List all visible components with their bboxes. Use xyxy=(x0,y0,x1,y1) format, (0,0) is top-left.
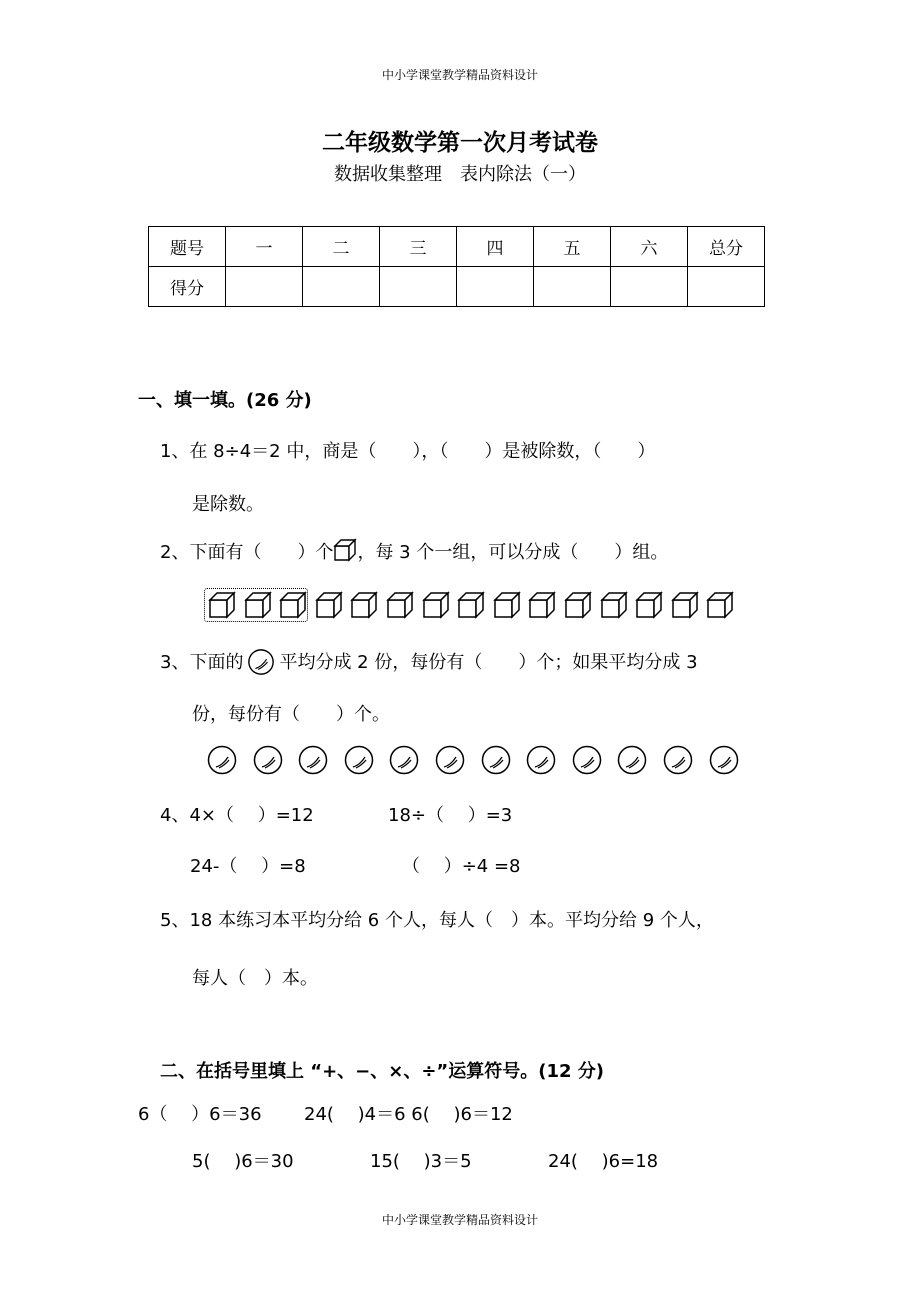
cube-icon xyxy=(208,591,236,619)
page-subtitle: 数据收集整理 表内除法（一） xyxy=(334,164,586,185)
score-cell: 六 xyxy=(611,227,688,267)
score-cell: 二 xyxy=(303,227,380,267)
score-cell: 总分 xyxy=(688,227,765,267)
cube-icon xyxy=(706,591,734,619)
q4-a: 4、4×（ ）=12 xyxy=(160,805,314,826)
cube-icon xyxy=(422,591,450,619)
q4-c: 24-（ ）=8 xyxy=(190,856,306,877)
ball-icon xyxy=(344,745,374,775)
q3-text-post: 平均分成 2 份，每份有（ ）个；如果平均分成 3 xyxy=(279,652,698,673)
ball-icon xyxy=(709,745,739,775)
cube-icon xyxy=(315,591,343,619)
ball-icon xyxy=(617,745,647,775)
cube-icon xyxy=(279,591,307,619)
score-table-header-row xyxy=(149,227,765,267)
score-cell: 一 xyxy=(226,227,303,267)
cube-icon xyxy=(600,591,628,619)
score-table xyxy=(148,226,765,307)
cube-icon xyxy=(350,591,378,619)
section2-heading: 二、在括号里填上 “+、−、×、÷”运算符号。(12 分) xyxy=(160,1061,605,1082)
score-input-cell[interactable] xyxy=(226,267,303,307)
ball-icon xyxy=(298,745,328,775)
q1-line1: 1、在 8÷4＝2 中，商是（ ），（ ）是被除数，（ ） xyxy=(160,441,656,462)
q5-line2: 每人（ ）本。 xyxy=(192,968,318,989)
cube-icon xyxy=(635,591,663,619)
score-table-score-row xyxy=(149,267,765,307)
s2-item: 24( )6=18 xyxy=(548,1151,659,1172)
ball-icon xyxy=(207,745,237,775)
ball-icon xyxy=(481,745,511,775)
q3-line1 xyxy=(160,648,698,676)
q2-text-post: ，每 3 个一组，可以分成（ ）组。 xyxy=(357,542,669,563)
ball-icon xyxy=(526,745,556,775)
page-footer: 中小学课堂教学精品资料设计 xyxy=(381,1213,538,1227)
cube-icon xyxy=(564,591,592,619)
ball-icon xyxy=(389,745,419,775)
s2-item: 5( )6＝30 xyxy=(192,1151,294,1172)
cube-icon xyxy=(386,591,414,619)
score-input-cell[interactable] xyxy=(457,267,534,307)
score-cell: 得分 xyxy=(149,267,226,307)
cube-icon xyxy=(528,591,556,619)
q2-text xyxy=(160,538,668,564)
ball-icon xyxy=(435,745,465,775)
score-input-cell[interactable] xyxy=(611,267,688,307)
cube-icon xyxy=(457,591,485,619)
s2-item: 24( )4＝6 6( )6＝12 xyxy=(304,1104,513,1125)
page-title: 二年级数学第一次月考试卷 xyxy=(322,130,598,156)
score-input-cell[interactable] xyxy=(303,267,380,307)
ball-icon xyxy=(663,745,693,775)
score-cell: 五 xyxy=(534,227,611,267)
cube-icon xyxy=(671,591,699,619)
q2-text-pre: 2、下面有（ ）个 xyxy=(160,542,334,563)
ball-icon xyxy=(247,648,275,676)
score-cell: 三 xyxy=(380,227,457,267)
q3-line2: 份，每份有（ ）个。 xyxy=(192,704,390,725)
q4-b: 18÷（ ）=3 xyxy=(388,805,513,826)
section1-heading: 一、填一填。(26 分) xyxy=(138,390,312,411)
score-input-cell[interactable] xyxy=(380,267,457,307)
q5-line1: 5、18 本练习本平均分给 6 个人，每人（ ）本。平均分给 9 个人， xyxy=(160,910,714,931)
q3-text-pre: 3、下面的 xyxy=(160,652,244,673)
score-input-cell[interactable] xyxy=(688,267,765,307)
q4-d: （ ）÷4 =8 xyxy=(402,856,521,877)
ball-icon xyxy=(253,745,283,775)
cube-icon xyxy=(493,591,521,619)
cube-icon xyxy=(333,538,357,562)
ball-icon xyxy=(572,745,602,775)
s2-item: 15( )3＝5 xyxy=(370,1151,472,1172)
q1-line2: 是除数。 xyxy=(192,494,264,515)
score-cell: 题号 xyxy=(149,227,226,267)
score-cell: 四 xyxy=(457,227,534,267)
page-header: 中小学课堂教学精品资料设计 xyxy=(381,68,538,82)
score-input-cell[interactable] xyxy=(534,267,611,307)
cube-icon xyxy=(244,591,272,619)
s2-item: 6（ ）6＝36 xyxy=(138,1104,262,1125)
